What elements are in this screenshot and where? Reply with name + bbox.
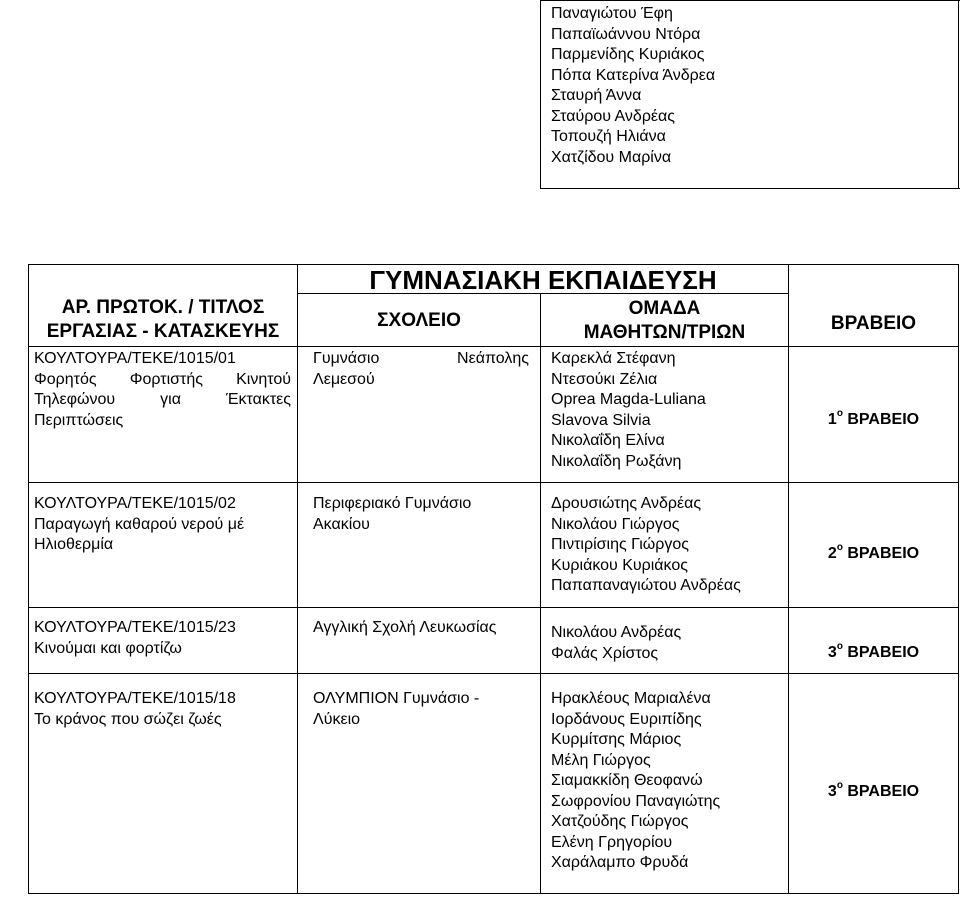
header-school: ΣΧΟΛΕΙΟ (377, 310, 461, 331)
list-item: Σταυρή Άννα (551, 87, 642, 104)
table-row-1-students: Καρεκλά Στέφανη Ντεσούκι Ζέλια Oprea Magda-Luliana Slavova Silvia Νικολαΐδη Ελίνα Νικολαΐδη Ρωξάνη (551, 350, 706, 470)
row-divider-1 (28, 482, 959, 483)
header-title-column: ΑΡ. ΠΡΩΤΟΚ. / ΤΙΤΛΟΣ ΕΡΓΑΣΙΑΣ - ΚΑΤΑΣΚΕΥΗΣ (46, 297, 280, 342)
table-row-3-students: Νικολάου Ανδρέας Φαλάς Χρίστος (551, 624, 682, 662)
list-item: Παπαϊωάννου Ντόρα (551, 25, 701, 43)
top-table-border-bottom (540, 188, 960, 189)
header-group: ΟΜΑΔΑ ΜΑΘΗΤΩΝ/ΤΡΙΩΝ (583, 298, 746, 343)
col-line-2 (540, 293, 541, 894)
col-line-4 (958, 264, 959, 894)
table-row-2-award: $2^o$ ΒΡΑΒΕΙΟ (827, 541, 920, 562)
table-row-3-title: ΚΟΥΛΤΟΥΡΑ/ΤΕΚΕ/1015/23 Κινούμαι και φορτίζω (34, 619, 236, 657)
table-row-2-school: Περιφεριακό Γυμνάσιο Ακακίου (313, 495, 472, 533)
list-item: Τοπουζή Ηλιάνα (551, 128, 666, 145)
row-divider-3 (28, 673, 959, 674)
table-row-1-school: Γυμνάσιο Νεάπολης Λεμεσού (313, 350, 529, 388)
top-names-list (551, 4, 715, 168)
header-award: ΒΡΑΒΕΙΟ (830, 313, 917, 334)
table-row-3-school: Αγγλική Σχολή Λευκωσίας (313, 619, 497, 636)
list-item: Σταύρου Ανδρέας (551, 107, 676, 125)
table-row-3-award: $3^o$ ΒΡΑΒΕΙΟ (827, 640, 920, 661)
table-row-4-title: ΚΟΥΛΤΟΥΡΑ/ΤΕΚΕ/1015/18 Το κράνος που σώζει ζωές (34, 690, 236, 728)
table-row-1-award: $1^o$ ΒΡΑΒΕΙΟ (827, 407, 920, 428)
list-item: Χατζίδου Μαρίνα (551, 148, 672, 166)
top-table-border-left (540, 0, 541, 189)
table-row-4-school: ΟΛΥΜΠΙΟΝ Γυμνάσιο - Λύκειο (313, 690, 480, 728)
table-row-2-title: ΚΟΥΛΤΟΥΡΑ/ΤΕΚΕ/1015/02 Παραγωγή καθαρού νερού μέ Ηλιοθερμία (34, 495, 245, 553)
list-item: Πόπα Κατερίνα Άνδρεα (551, 66, 716, 84)
col-line-1 (297, 264, 298, 894)
list-item: Παναγιώτου Έφη (551, 5, 673, 22)
top-table-border-right (958, 0, 959, 189)
list-item: Παρμενίδης Κυριάκος (551, 46, 705, 63)
top-table-border-top (540, 0, 960, 1)
table-row-1-title: ΚΟΥΛΤΟΥΡΑ/ΤΕΚΕ/1015/01 Φορητός Φορτιστής Κινητού Τηλεφώνου για Έκτακτες Περιπτώσεις (34, 350, 291, 429)
table-row-4-students: Ηρακλέους Μαριαλένα Ιορδάνους Ευριπίδης Κυρμίτσης Μάριος Μέλη Γιώργος Σιαμακκίδη Θεοφανώ Σωφρονίου Παναγιώτης Χατζούδης Γιώργος Ελένη Γρηγορίου Χαράλαμπο Φρυδά (551, 690, 721, 871)
row-divider-2 (28, 607, 959, 608)
main-border-bottom (28, 893, 959, 894)
table-row-2-students: Δρουσιώτης Ανδρέας Νικολάου Γιώργος Πιντιρίσιης Γιώργος Κυριάκου Κυριάκος Παπαπαναγιώτου Ανδρέας (551, 495, 741, 594)
table-row-4-award: $3^o$ ΒΡΑΒΕΙΟ (827, 779, 920, 800)
section-title: ΓΥΜΝΑΣΙΑΚΗ ΕΚΠΑΙΔΕΥΣΗ (369, 265, 717, 295)
header-divider (28, 346, 959, 347)
col-line-0 (28, 264, 29, 894)
